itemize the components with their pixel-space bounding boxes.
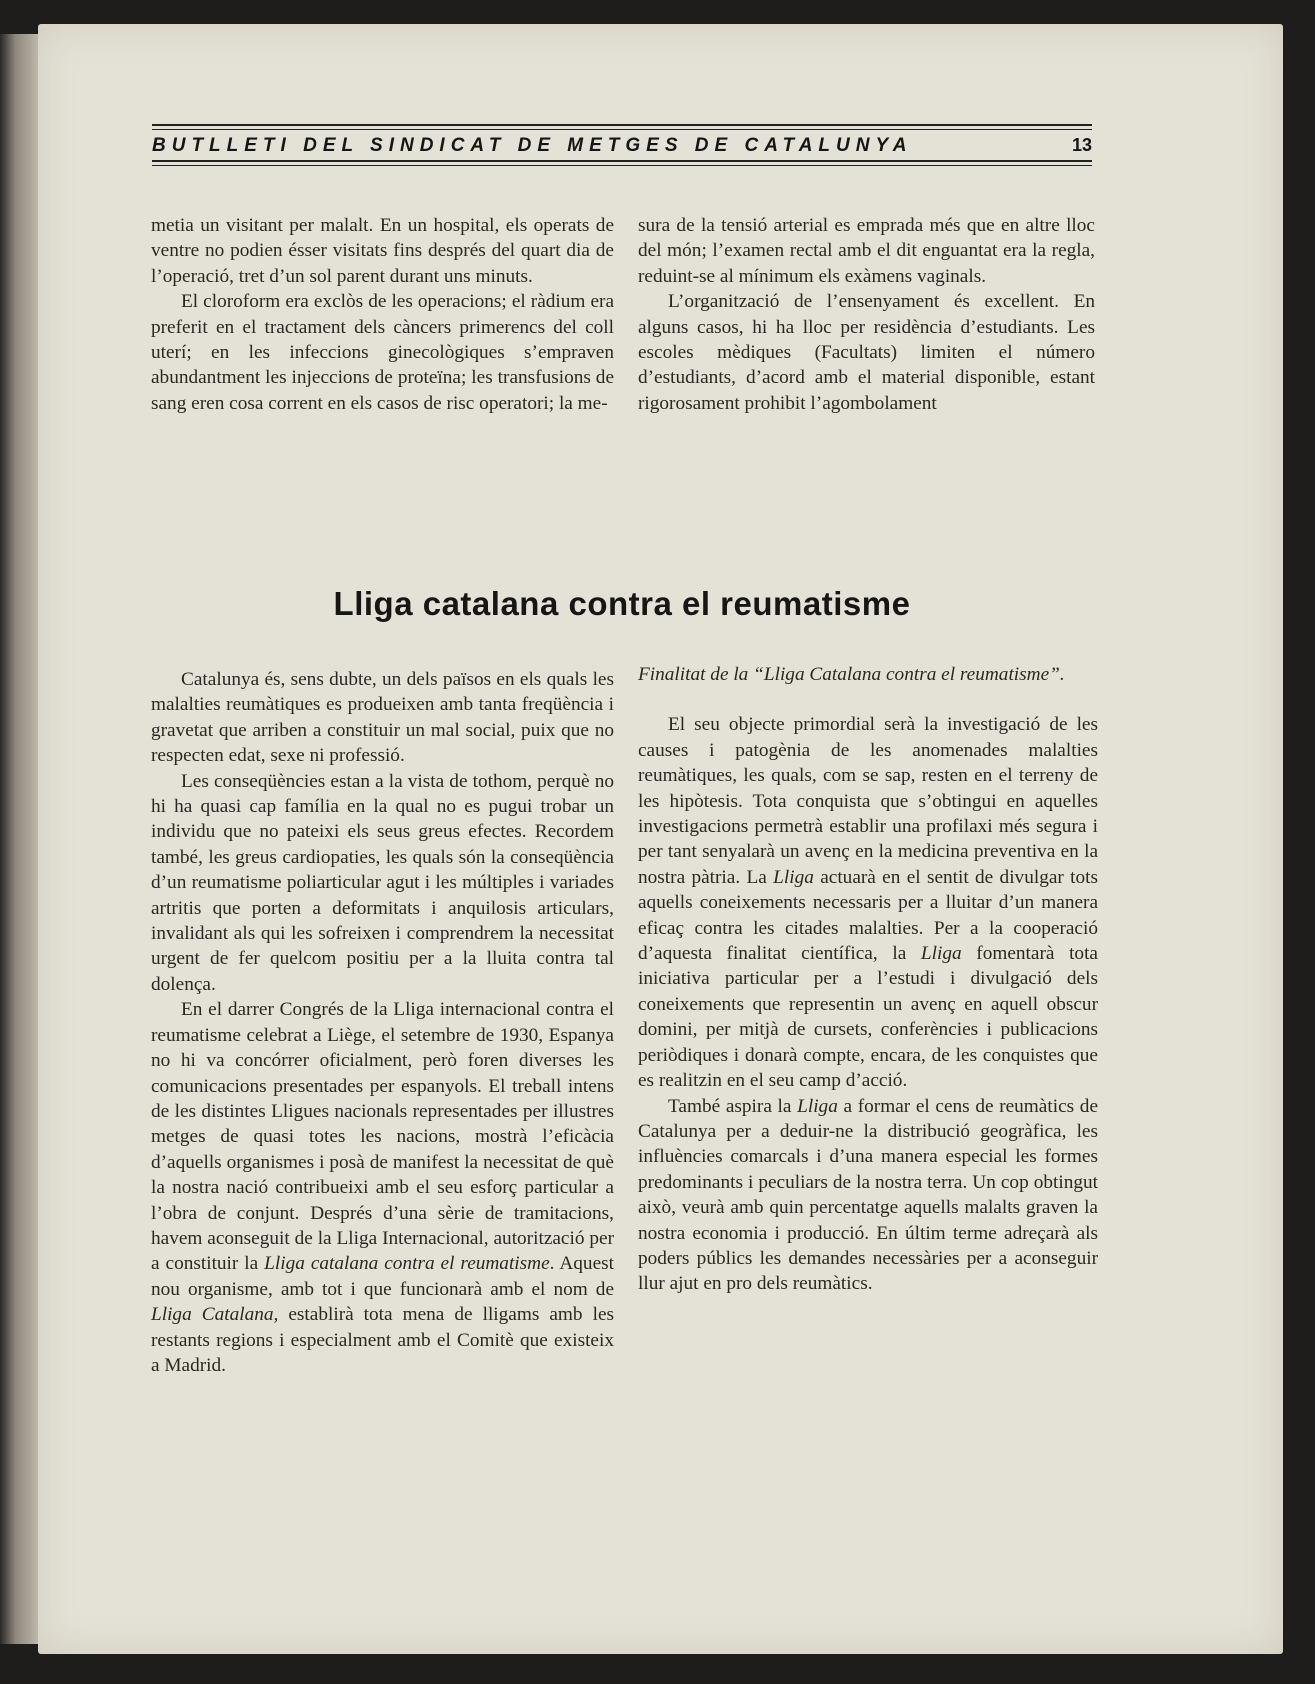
article-title: Lliga catalana contra el reumatisme [333,585,911,622]
text-run: En el darrer Congrés de la Lliga internacional contra el reumatisme celebrat a Liège, el setembre de 1930, Espanya no hi va concórrer oficialment, però foren diverses les comunicacions presentades per espanyols. El treball intens de les distintes Lligues nacionals representades per illustres metges de quasi totes les nacions, mostrà l’eficàcia d’aquells organismes i posà de manifest la necessitat de què la nostra nació contribueixi amb el seu esforç particular a l’obra de conjunt. Després d’una sèrie de tramitacions, havem aconseguit de la Lliga Internacional, autorització per a constituir la [151,999,614,1275]
header-rule-bottom-thin [152,165,1092,166]
article-column-right [638,662,1098,1297]
article-column-left [151,667,614,1378]
header-rule-bottom [152,160,1092,162]
paragraph [151,997,614,1378]
section-subheading: Finalitat de la “Lliga Catalana contra el reumatisme”. [638,664,1065,685]
emphasis: Lliga [797,1095,838,1117]
paragraph [638,712,1098,1093]
emphasis: Lliga [920,943,962,965]
paragraph: metia un visitant per malalt. En un hospital, els operats de ventre no podien ésser visitats fins després del quart dia de l’operació, tret d’un sol parent durant uns minuts. [151,215,614,287]
adjacent-page-edge [0,34,38,1644]
emphasis: Lliga Catalana, [151,1304,279,1326]
paragraph: Les conseqüències estan a la vista de tothom, perquè no hi ha quasi cap família en la qual no es pugui trobar un individu que no pateixi els seus greus efectes. Recordem també, les greus cardiopaties, les quals són la conseqüència d’un reumatisme poliarticular agut i les múltiples i variades artritis que porten a deformitats i anquilosis articulars, invalidant als qui les sofreixen i comprendrem la necessitat urgent de fer quelcom positiu per a la lluita contra tal dolença. [151,770,614,995]
text-run: També aspira la [668,1095,798,1117]
text-run: a formar el cens de reumàtics de Catalunya per a deduir-ne la distribució geogràfica, les influències comarcals i d’una manera especial les formes predominants i peculiars de la nostra terra. Un cop obtingut això, veurà amb quin percentatge aquells malalts graven la nostra economia i producció. En últim terme adreçarà als poders públics les demandes necessàries per a aconseguir llur ajut en pro dels reumàtics. [638,1095,1098,1295]
emphasis: Lliga catalana contra el reumatisme [264,1253,550,1275]
paragraph: sura de la tensió arterial es emprada més que en altre lloc del món; l’examen rectal amb el dit enguantat era la regla, reduint-se al mínimum els exàmens vaginals. [638,215,1095,287]
header-line [152,130,1092,160]
emphasis: Lliga [773,866,814,888]
top-column-left [151,213,614,416]
paragraph: L’organització de l’ensenyament és excellent. En alguns casos, hi ha lloc per residència d’estudiants. Les escoles mèdiques (Facultats) limiten el número d’estudiants, d’acord amb el material disponible, estant rigorosament prohibit l’agombolament [638,291,1095,414]
text-run: El seu objecte primordial serà la investigació de les causes i patogènia de les anomenades malalties reumàtiques, les quals, com se sap, resten en el terreny de les hipòtesis. Tota conquista que s’obtingui en aquelles investigacions permetrà establir una profilaxi més segura i per tant senyalarà un avenç en la medicina preventiva en la nostra pàtria. La [638,714,1098,888]
text-run: establirà tota mena de lligams amb les restants regions i especialment amb el Comitè que existeix a Madrid. [151,1304,614,1376]
running-header [152,124,1092,166]
paragraph: Catalunya és, sens dubte, un dels països en els quals les malalties reumàtiques es produeixen amb tanta freqüència i gravetat que arriben a constituir un mal social, puix que no respecten edat, sexe ni professió. [151,669,614,767]
text-run: . Aquest nou organisme, amb tot i que funcionarà amb el nom de [151,1253,614,1300]
paragraph: El cloroform era exclòs de les operacions; el ràdium era preferit en el tractament dels càncers primerencs del coll uterí; en les infeccions ginecològiques s’empraven abundantment les injeccions de proteïna; les transfusions de sang eren cosa corrent en els casos de risc operatori; la me- [151,291,614,414]
paragraph [638,1094,1098,1297]
journal-title: BUTLLETI DEL SINDICAT DE METGES DE CATALUNYA [152,135,913,156]
page-number: 13 [1071,135,1092,155]
top-column-right [638,213,1095,416]
header-rule-top [152,124,1092,126]
text-run: fomentarà tota iniciativa particular per a l’estudi i divulgació dels coneixements que representin un avenç en aquell obscur domini, per mitjà de cursets, conferències i publicacions periòdiques i donarà compte, encara, de les conquistes que es realitzin en el seu camp d’acció. [638,943,1098,1092]
text-run: actuarà en el sentit de divulgar tots aquells coneixements necessaris per a lluitar d’un manera eficaç contra les citades malalties. Per a la cooperació d’aquesta finalitat científica, la [638,866,1098,965]
